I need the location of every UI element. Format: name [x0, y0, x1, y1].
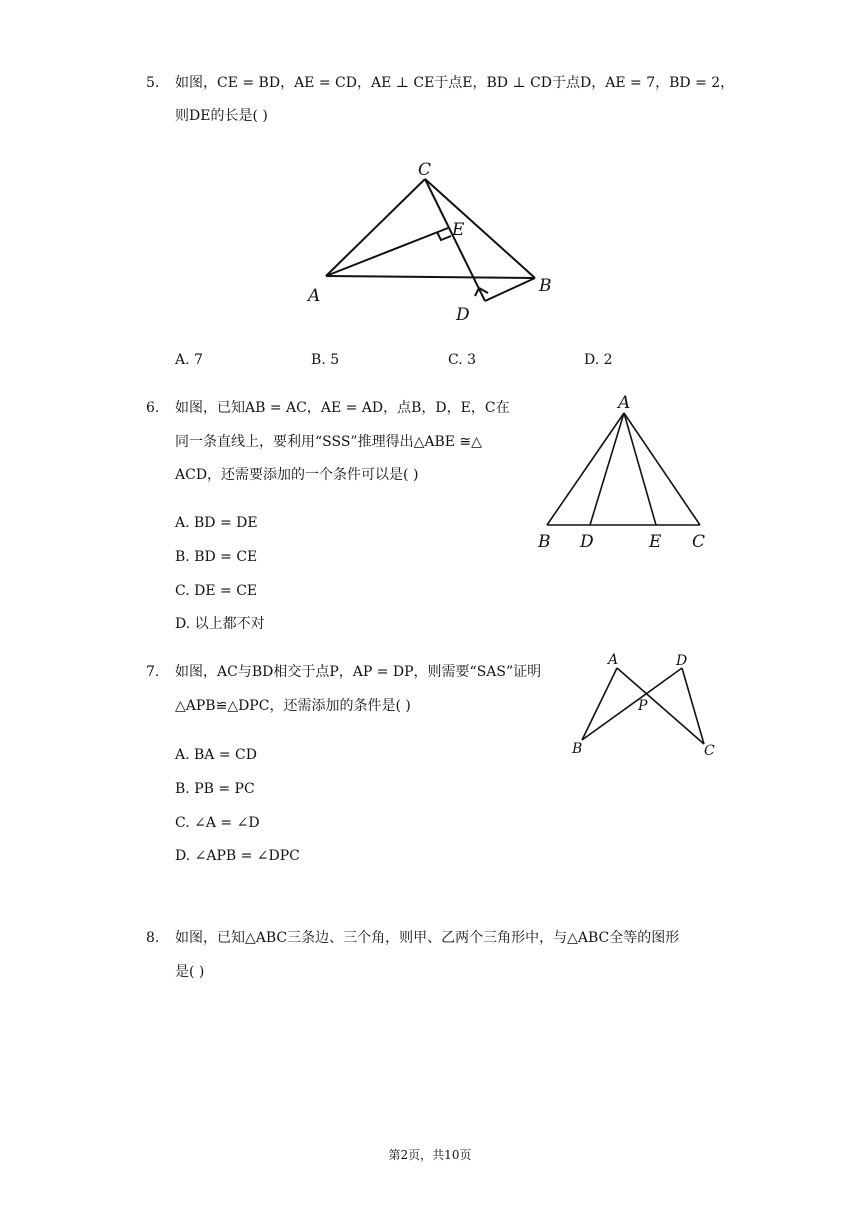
q6-label-a: A	[618, 393, 631, 413]
q7-label-b: B	[572, 741, 583, 757]
page-footer: 第2页，共10页	[388, 1148, 472, 1162]
q7-stem-line2: △APB≌△DPC，还需添加的条件是( )	[175, 698, 411, 714]
q6-option-d: D. 以上都不对	[175, 616, 265, 632]
q5-stem-line2: 则DE的长是( )	[175, 108, 268, 124]
q5-option-c: C. 3	[448, 352, 477, 368]
q5-option-b: B. 5	[311, 352, 340, 368]
q7-option-c: C. ∠A = ∠D	[175, 815, 260, 831]
q5-label-a: A	[308, 286, 321, 306]
q6-option-b: B. BD = CE	[175, 549, 258, 565]
q7-label-a: A	[608, 652, 619, 668]
q7-stem-line1: 如图，AC与BD相交于点P，AP = DP，则需要“SAS”证明	[175, 664, 542, 680]
q7-label-p: P	[638, 698, 648, 714]
q7-option-d: D. ∠APB = ∠DPC	[175, 848, 300, 864]
q5-label-e: E	[452, 220, 465, 240]
q6-stem-line2: 同一条直线上，要利用“SSS”推理得出△ABE ≅△	[175, 434, 482, 450]
q5-label-d: D	[456, 305, 470, 325]
q6-option-a: A. BD = DE	[175, 515, 258, 531]
q8-stem-line1: 如图，已知△ABC三条边、三个角，则甲、乙两个三角形中，与△ABC全等的图形	[175, 930, 680, 946]
q6-stem-line3: ACD，还需要添加的一个条件可以是( )	[175, 467, 419, 483]
q6-option-c: C. DE = CE	[175, 583, 258, 599]
q5-option-a: A. 7	[175, 352, 203, 368]
q5-label-b: B	[539, 276, 552, 296]
q5-label-c: C	[418, 160, 432, 180]
q7-label-d: D	[676, 653, 688, 669]
q7-label-c: C	[704, 743, 715, 759]
q6-label-d: D	[580, 532, 594, 552]
q5-stem-line1: 如图，CE = BD，AE = CD，AE ⊥ CE于点E，BD ⊥ CD于点D，AE = 7，BD = 2，	[175, 75, 735, 91]
q6-label-b: B	[538, 532, 551, 552]
q8-number: 8.	[146, 930, 160, 946]
q6-stem-line1: 如图，已知AB = AC，AE = AD，点B，D，E，C在	[175, 400, 510, 416]
q7-option-a: A. BA = CD	[175, 747, 257, 763]
q5-option-d: D. 2	[584, 352, 613, 368]
q6-label-e: E	[649, 532, 662, 552]
q5-number: 5.	[146, 75, 160, 91]
q7-number: 7.	[146, 664, 160, 680]
q8-stem-line2: 是( )	[175, 964, 205, 980]
q6-label-c: C	[692, 532, 706, 552]
q6-number: 6.	[146, 400, 160, 416]
q7-option-b: B. PB = PC	[175, 781, 255, 797]
